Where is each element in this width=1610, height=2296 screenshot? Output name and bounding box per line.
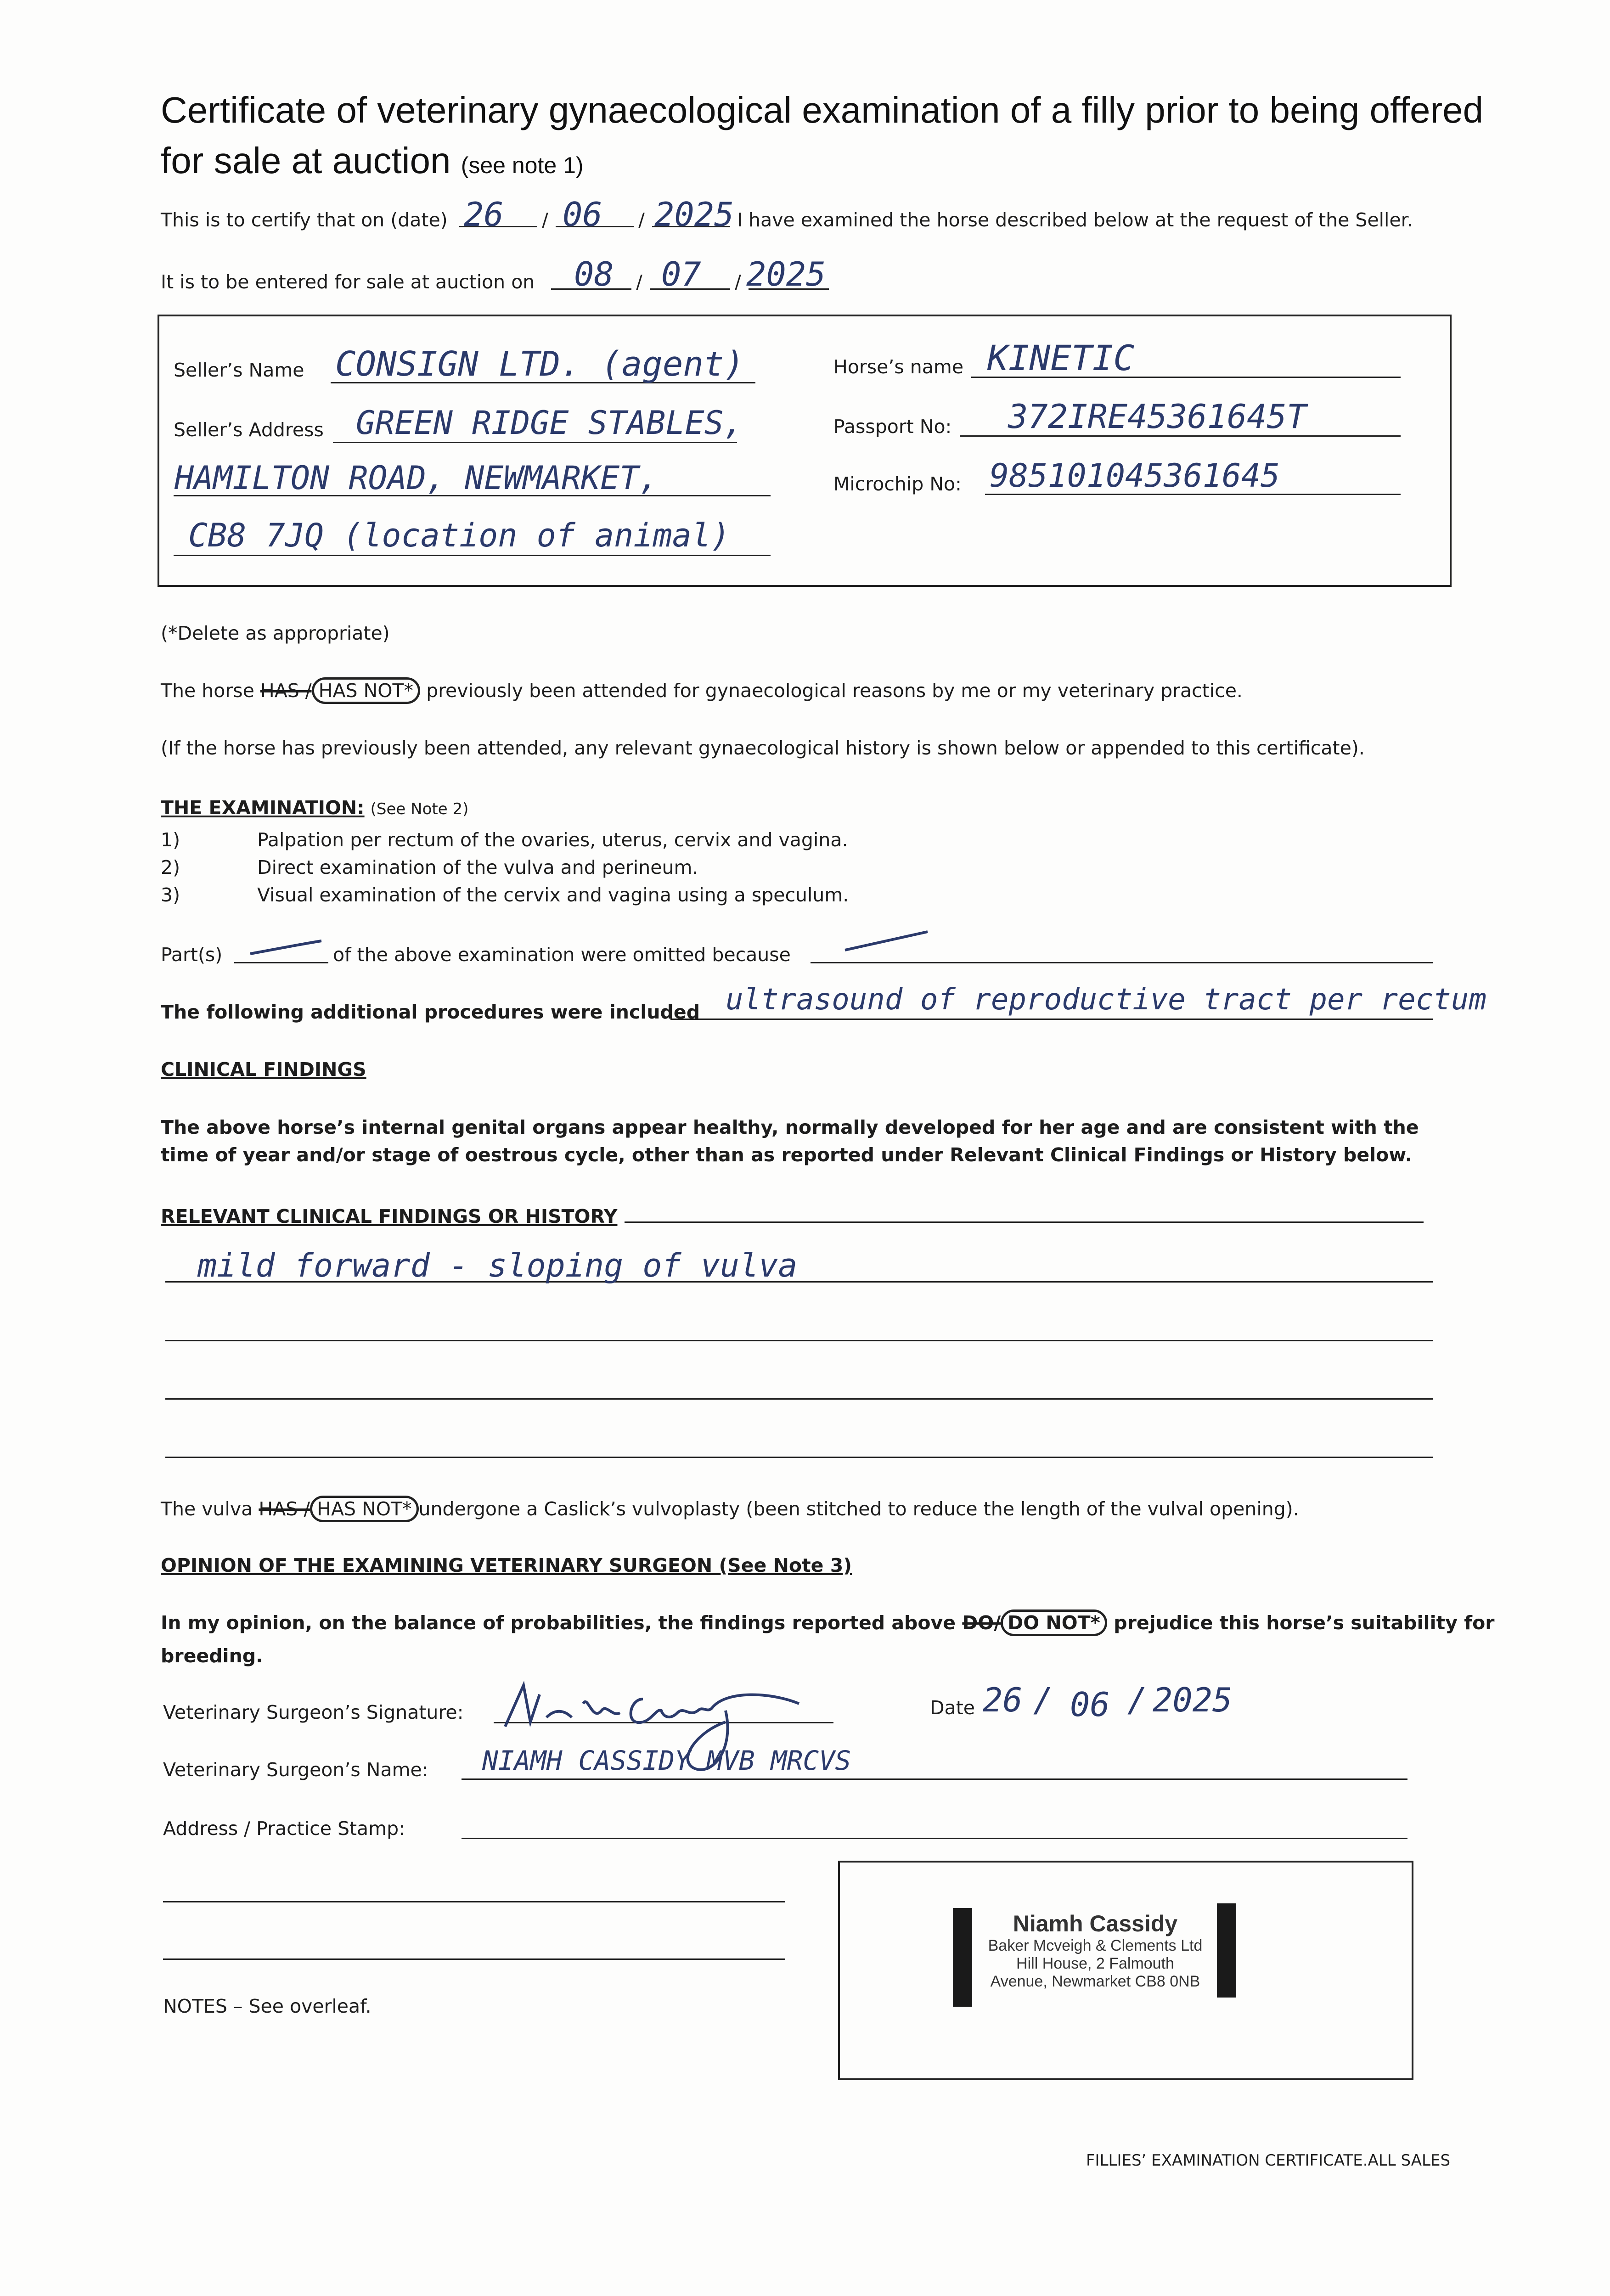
title-text: Certificate of veterinary gynaecological examination of a filly prior to being offered for sale at auction — [161, 90, 1484, 181]
stamp-name: Niamh Cassidy — [1013, 1911, 1178, 1936]
surgeon-name-label: Veterinary Surgeon’s Name: — [163, 1759, 428, 1781]
additional-value[interactable]: ultrasound of reproductive tract per rectum — [726, 983, 1486, 1017]
attended-statement: The horse HAS / HAS NOT* previously been attended for gynaecological reasons by me or my veterinary practice. — [161, 680, 1243, 702]
horse-name-label: Horse’s name — [833, 356, 964, 378]
stamp-bar-left — [953, 1908, 972, 2007]
seller-name-value[interactable]: CONSIGN LTD. (agent) — [335, 344, 745, 384]
auction-year[interactable]: 2025 — [746, 255, 826, 293]
signature-date-month[interactable]: 06 — [1070, 1685, 1110, 1724]
exam-item-3-text: Visual examination of the cervix and vagina using a speculum. — [257, 884, 849, 906]
exam-item-3-num: 3) — [161, 884, 180, 906]
stamp-bar-right — [1217, 1903, 1236, 1998]
signature-date-year[interactable]: 2025 — [1153, 1681, 1233, 1719]
opinion-do-not-option[interactable]: DO NOT* — [1001, 1609, 1107, 1636]
vulva-statement: The vulva HAS / HAS NOT* undergone a Caslick’s vulvoplasty (been stitched to reduce the length of the vulval opening). — [161, 1498, 1299, 1520]
certify-day[interactable]: 26 — [464, 195, 504, 234]
relevant-heading: RELEVANT CLINICAL FINDINGS OR HISTORY — [161, 1205, 618, 1227]
address-stamp-label: Address / Practice Stamp: — [163, 1818, 405, 1840]
attended-has-not-option[interactable]: HAS NOT* — [312, 677, 420, 704]
seller-address-line3[interactable]: CB8 7JQ (location of animal) — [188, 517, 731, 554]
certify-prefix: This is to certify that on (date) — [161, 209, 448, 231]
history-note: (If the horse has previously been attended, any relevant gynaecological history is shown below or appended to this certificate). — [161, 737, 1365, 759]
notes-text: NOTES – See overleaf. — [163, 1995, 372, 2017]
omitted-middle: of the above examination were omitted because — [333, 944, 791, 966]
clinical-statement: The above horse’s internal genital organs appear healthy, normally developed for her age and are consistent with the time of year and/or stage of oestrous cycle, other than as reported under Relevant Clinical Findings or History below. — [161, 1116, 1419, 1166]
exam-item-2-text: Direct examination of the vulva and perineum. — [257, 856, 698, 878]
surgeon-name-value[interactable]: NIAMH CASSIDY MVB MRCVS — [482, 1745, 851, 1776]
passport-label: Passport No: — [833, 416, 952, 438]
signature-label: Veterinary Surgeon’s Signature: — [163, 1701, 464, 1723]
omitted-prefix: Part(s) — [161, 944, 223, 966]
auction-day[interactable]: 08 — [574, 255, 614, 293]
vulva-has-option[interactable]: HAS / — [259, 1498, 310, 1520]
passport-value[interactable]: 372IRE45361645T — [1008, 397, 1307, 436]
horse-name-value[interactable]: KINETIC — [987, 338, 1135, 378]
attended-has-option[interactable]: HAS / — [260, 680, 312, 702]
footer-text: FILLIES’ EXAMINATION CERTIFICATE.ALL SALES — [1086, 2151, 1451, 2170]
practice-stamp — [976, 1910, 1215, 1991]
page-title — [161, 85, 1515, 191]
seller-address-line1[interactable]: GREEN RIDGE STABLES, — [356, 404, 743, 442]
seller-name-label: Seller’s Name — [174, 359, 304, 381]
stamp-line-2: Hill House, 2 Falmouth — [1016, 1955, 1174, 1972]
clinical-heading: CLINICAL FINDINGS — [161, 1058, 366, 1080]
signature-date-day[interactable]: 26 — [983, 1681, 1023, 1719]
stamp-line-1: Baker Mcveigh & Clements Ltd — [988, 1937, 1203, 1954]
exam-item-2-num: 2) — [161, 856, 180, 878]
exam-item-1-text: Palpation per rectum of the ovaries, uterus, cervix and vagina. — [257, 829, 848, 851]
title-note: (see note 1) — [461, 152, 584, 178]
examination-heading: THE EXAMINATION: (See Note 2) — [161, 797, 469, 819]
seller-address-line2[interactable]: HAMILTON ROAD, NEWMARKET, — [175, 459, 659, 497]
microchip-value[interactable]: 985101045361645 — [990, 457, 1280, 495]
certify-month[interactable]: 06 — [563, 195, 602, 234]
opinion-statement: In my opinion, on the balance of probabilities, the findings reported above DO/ DO NOT* prejudice this horse’s suitability for — [161, 1612, 1495, 1634]
auction-month[interactable]: 07 — [661, 255, 701, 293]
omitted-reason-dash[interactable] — [843, 930, 930, 953]
stamp-line-3: Avenue, Newmarket CB8 0NB — [990, 1973, 1200, 1990]
seller-address-label: Seller’s Address — [174, 419, 324, 441]
certify-suffix: I have examined the horse described below at the request of the Seller. — [737, 209, 1413, 231]
opinion-heading: OPINION OF THE EXAMINING VETERINARY SURGEON (See Note 3) — [161, 1554, 852, 1576]
delete-note: (*Delete as appropriate) — [161, 622, 390, 644]
microchip-label: Microchip No: — [833, 473, 962, 495]
exam-item-1-num: 1) — [161, 829, 180, 851]
certify-year[interactable]: 2025 — [654, 195, 734, 234]
omitted-parts-dash[interactable] — [248, 939, 326, 957]
opinion-do-option[interactable]: DO/ — [962, 1612, 1001, 1634]
vulva-has-not-option[interactable]: HAS NOT* — [310, 1496, 418, 1522]
date-label: Date — [930, 1697, 975, 1719]
auction-prefix: It is to be entered for sale at auction on — [161, 271, 535, 293]
opinion-line2: breeding. — [161, 1645, 263, 1667]
relevant-value[interactable]: mild forward - sloping of vulva — [197, 1247, 798, 1284]
additional-label: The following additional procedures were included — [161, 1001, 700, 1023]
